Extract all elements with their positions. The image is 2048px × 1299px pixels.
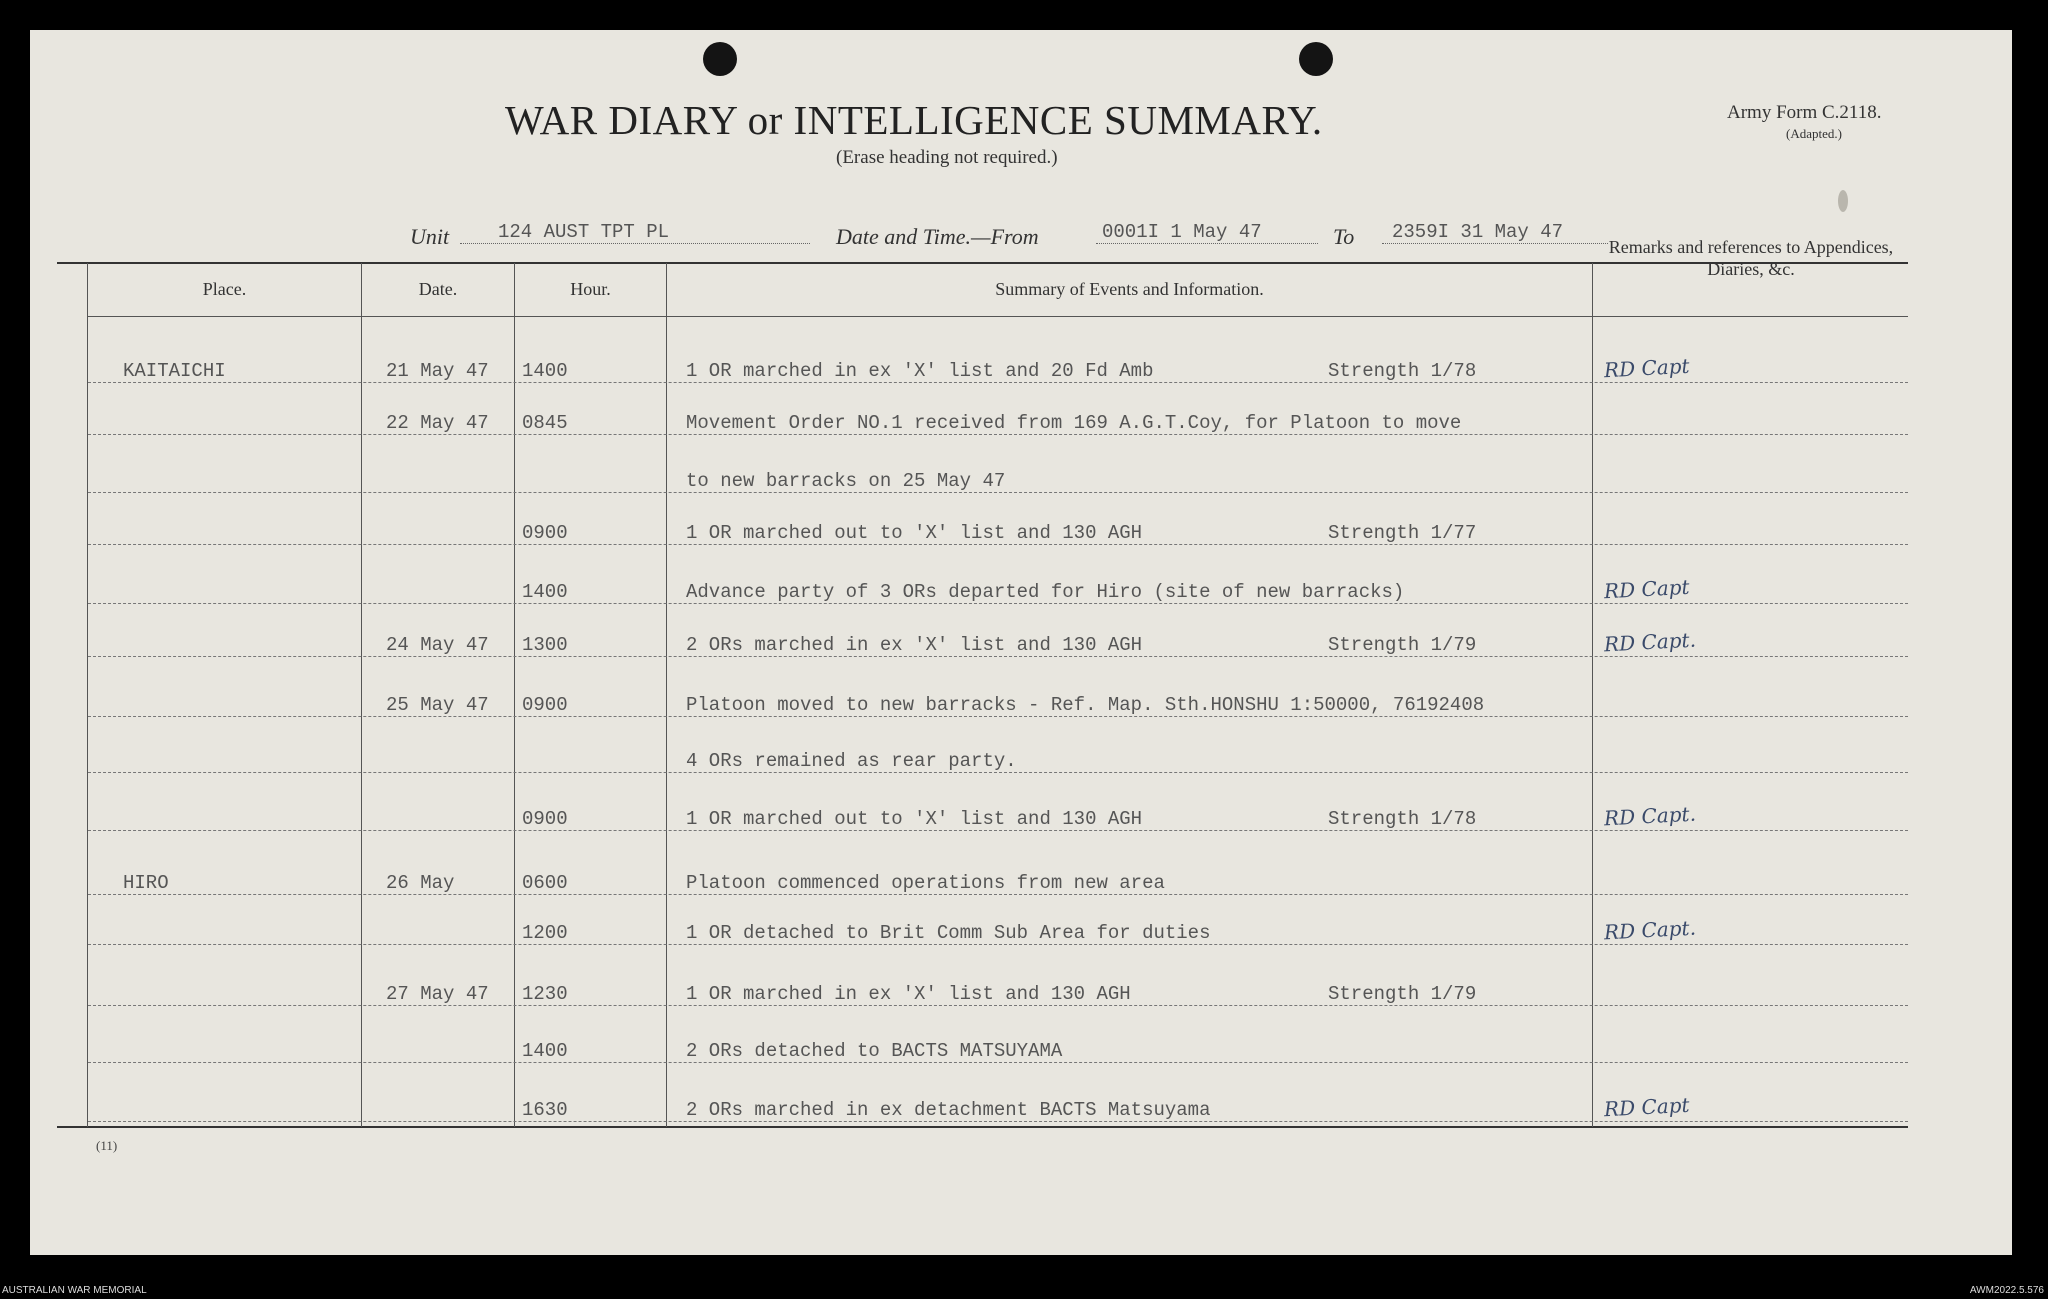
document-subtitle: (Erase heading not required.): [836, 147, 1058, 168]
table-row-rule: [88, 603, 1908, 604]
col-divider-date-hour: [514, 263, 515, 1127]
cell-summary: Advance party of 3 ORs departed for Hiro (site of new barracks): [686, 581, 1405, 603]
cell-hour: 1400: [522, 581, 568, 603]
cell-date: 22 May 47: [386, 412, 489, 434]
table-row-rule: [88, 656, 1908, 657]
cell-remarks: RD Capt: [1603, 353, 1691, 383]
unit-value: 124 AUST TPT PL: [498, 221, 670, 243]
cell-strength: Strength 1/79: [1328, 634, 1477, 656]
cell-remarks: RD Capt: [1603, 574, 1691, 604]
cell-remarks: RD Capt.: [1603, 627, 1697, 657]
cell-summary: Platoon commenced operations from new area: [686, 872, 1165, 894]
cell-summary: 2 ORs marched in ex detachment BACTS Matsuyama: [686, 1099, 1211, 1121]
cell-date: 21 May 47: [386, 360, 489, 382]
cell-summary: 2 ORs detached to BACTS MATSUYAMA: [686, 1040, 1063, 1062]
cell-hour: 1200: [522, 922, 568, 944]
table-row-rule: [88, 894, 1908, 895]
cell-hour: 1300: [522, 634, 568, 656]
unit-underline: [460, 243, 810, 244]
cell-hour: 1400: [522, 360, 568, 382]
cell-hour: 0845: [522, 412, 568, 434]
cell-place: HIRO: [123, 872, 169, 894]
cell-remarks: RD Capt: [1603, 1092, 1691, 1122]
header-summary: Summary of Events and Information.: [995, 279, 1264, 299]
cell-summary: 1 OR marched out to 'X' list and 130 AGH: [686, 522, 1143, 544]
cell-hour: 1400: [522, 1040, 568, 1062]
header-remarks: Remarks and references to Appendices, Diaries, &c.: [1608, 237, 1894, 279]
cell-strength: Strength 1/77: [1328, 522, 1477, 544]
to-value: 2359I 31 May 47: [1392, 221, 1564, 243]
table-row-rule: [88, 1005, 1908, 1006]
footer-left: AUSTRALIAN WAR MEMORIAL: [2, 1285, 147, 1296]
form-adapted-note: (Adapted.): [1786, 126, 1842, 141]
table-row-rule: [88, 1121, 1908, 1122]
cell-summary: Platoon moved to new barracks - Ref. Map. Sth.HONSHU 1:50000, 76192408: [686, 694, 1485, 716]
cell-remarks: RD Capt.: [1603, 915, 1697, 945]
cell-strength: Strength 1/79: [1328, 983, 1477, 1005]
col-divider-hour-summary: [666, 263, 667, 1127]
cell-strength: Strength 1/78: [1328, 808, 1477, 830]
table-row-rule: [88, 716, 1908, 717]
cell-summary: 1 OR marched out to 'X' list and 130 AGH: [686, 808, 1143, 830]
header-date: Date.: [418, 279, 458, 299]
form-number: (11): [96, 1138, 118, 1153]
cell-hour: 1230: [522, 983, 568, 1005]
cell-summary: 1 OR detached to Brit Comm Sub Area for duties: [686, 922, 1211, 944]
table-row-rule: [88, 434, 1908, 435]
cell-strength: Strength 1/78: [1328, 360, 1477, 382]
cell-date: 27 May 47: [386, 983, 489, 1005]
from-value: 0001I 1 May 47: [1102, 221, 1262, 243]
to-label: To: [1333, 224, 1355, 249]
cell-remarks: RD Capt.: [1603, 801, 1697, 831]
table-row-rule: [88, 772, 1908, 773]
to-underline: [1382, 243, 1608, 244]
table-row-rule: [88, 1062, 1908, 1063]
cell-summary: 2 ORs marched in ex 'X' list and 130 AGH: [686, 634, 1143, 656]
col-divider-left: [87, 263, 88, 1127]
col-divider-summary-remarks: [1592, 263, 1593, 1127]
unit-label: Unit: [410, 224, 450, 249]
table-row-rule: [88, 544, 1908, 545]
cell-date: 26 May: [386, 872, 455, 894]
header-hour: Hour.: [570, 279, 611, 299]
cell-summary: 4 ORs remained as rear party.: [686, 750, 1017, 772]
cell-summary: Movement Order NO.1 received from 169 A.G.T.Coy, for Platoon to move: [686, 412, 1462, 434]
cell-hour: 0900: [522, 694, 568, 716]
document-title: WAR DIARY or INTELLIGENCE SUMMARY.: [505, 97, 1323, 143]
cell-place: KAITAICHI: [123, 360, 226, 382]
punch-hole-right: [1299, 42, 1333, 76]
table-row-rule: [88, 492, 1908, 493]
cell-hour: 0600: [522, 872, 568, 894]
cell-date: 24 May 47: [386, 634, 489, 656]
footer-right: AWM2022.5.576: [1969, 1285, 2044, 1296]
table-row-rule: [88, 382, 1908, 383]
form-reference: Army Form C.2118.: [1727, 102, 1882, 123]
col-divider-place-date: [361, 263, 362, 1127]
cell-hour: 0900: [522, 522, 568, 544]
date-time-label: Date and Time.—From: [836, 224, 1039, 249]
paper-mark: [1838, 190, 1848, 212]
cell-summary: 1 OR marched in ex 'X' list and 20 Fd Amb: [686, 360, 1154, 382]
cell-summary: 1 OR marched in ex 'X' list and 130 AGH: [686, 983, 1131, 1005]
cell-hour: 1630: [522, 1099, 568, 1121]
cell-date: 25 May 47: [386, 694, 489, 716]
table-row-rule: [88, 944, 1908, 945]
from-underline: [1096, 243, 1318, 244]
table-bottom-border: [57, 1126, 1908, 1128]
table-row-rule: [88, 830, 1908, 831]
cell-hour: 0900: [522, 808, 568, 830]
header-place: Place.: [202, 279, 247, 299]
punch-hole-left: [703, 42, 737, 76]
cell-summary: to new barracks on 25 May 47: [686, 470, 1006, 492]
